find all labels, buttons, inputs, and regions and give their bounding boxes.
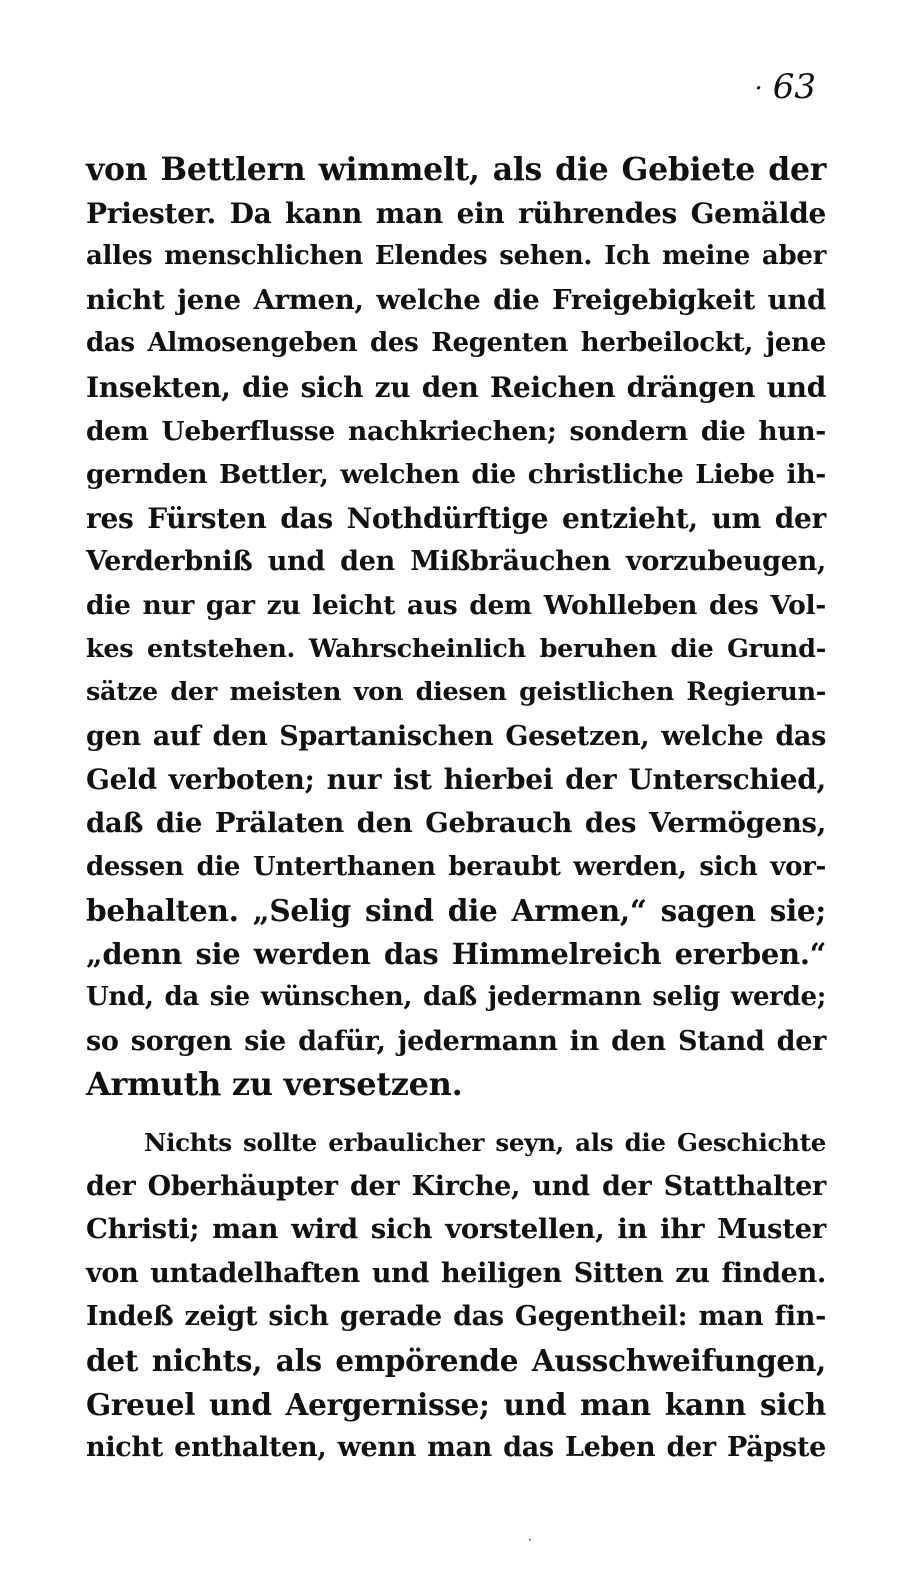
paragraph-1 xyxy=(86,148,826,1107)
text-line: Nichts sollte erbaulicher seyn, als die Geschichte xyxy=(144,1128,826,1158)
text-line: kes entstehen. Wahrscheinlich beruhen die Grund- xyxy=(86,633,826,664)
text-line: dem Ueberflusse nachkriechen; sondern die hun- xyxy=(86,415,826,447)
text-line: alles menschlichen Elendes sehen. Ich meine aber xyxy=(86,241,826,272)
text-line: gen auf den Spartanischen Gesetzen, welche das xyxy=(86,720,826,752)
text-line: die nur gar zu leicht aus dem Wohlleben des Vol- xyxy=(86,589,826,621)
paragraph-2 xyxy=(86,1121,826,1470)
text-line: Insekten, die sich zu den Reichen drängen und xyxy=(86,370,826,404)
text-line: Indeß zeigt sich gerade das Gegentheil: man fin- xyxy=(86,1301,826,1333)
text-line: dessen die Unterthanen beraubt werden, sich vor- xyxy=(86,851,826,882)
text-line: so sorgen sie dafür, jedermann in den Stand der xyxy=(86,1025,826,1057)
body-text xyxy=(86,148,826,1470)
text-line: das Almosengeben des Regenten herbeilockt, jene xyxy=(86,328,826,359)
text-line: nicht jene Armen, welche die Freigebigkeit und xyxy=(86,283,826,316)
text-line: det nichts, als empörende Ausschweifungen, xyxy=(86,1343,826,1379)
paragraph-gap xyxy=(86,1107,826,1121)
text-line: res Fürsten das Nothdürftige entzieht, um der xyxy=(86,501,826,535)
text-line: daß die Prälaten den Gebrauch des Vermögens, xyxy=(86,806,826,839)
bottom-dot-mark: · xyxy=(528,1533,532,1547)
text-line: behalten. „Selig sind die Armen,“ sagen sie; xyxy=(86,893,826,929)
text-line: Und, da sie wünschen, daß jedermann selig werde; xyxy=(86,982,826,1013)
text-line: Geld verboten; nur ist hierbei der Unterschied, xyxy=(86,763,826,797)
text-line: Verderbniß und den Mißbräuchen vorzubeugen, xyxy=(86,546,826,578)
text-line: gernden Bettler, welchen die christliche Liebe ih- xyxy=(86,459,826,491)
text-line: sätze der meisten von diesen geistlichen Regierun- xyxy=(86,677,826,708)
text-line: Armuth zu versetzen. xyxy=(86,1065,463,1104)
text-line: nicht enthalten, wenn man das Leben der Päpste xyxy=(86,1432,826,1464)
page-number-mark: · xyxy=(754,74,763,104)
page-number-value: 63 xyxy=(772,67,816,107)
text-line: Greuel und Aergernisse; und man kann sich xyxy=(86,1386,826,1422)
text-line: Christi; man wird sich vorstellen, in ihr Muster xyxy=(86,1213,826,1246)
text-line: „denn sie werden das Himmelreich ererben.“ xyxy=(86,936,826,971)
page-number xyxy=(754,67,816,107)
text-line: von Bettlern wimmelt, als die Gebiete der xyxy=(86,151,826,188)
text-line: der Oberhäupter der Kirche, und der Statthalter xyxy=(86,1170,826,1202)
text-line: Priester. Da kann man ein rührendes Gemälde xyxy=(86,196,826,230)
text-line: von untadelhaften und heiligen Sitten zu finden. xyxy=(86,1257,826,1289)
